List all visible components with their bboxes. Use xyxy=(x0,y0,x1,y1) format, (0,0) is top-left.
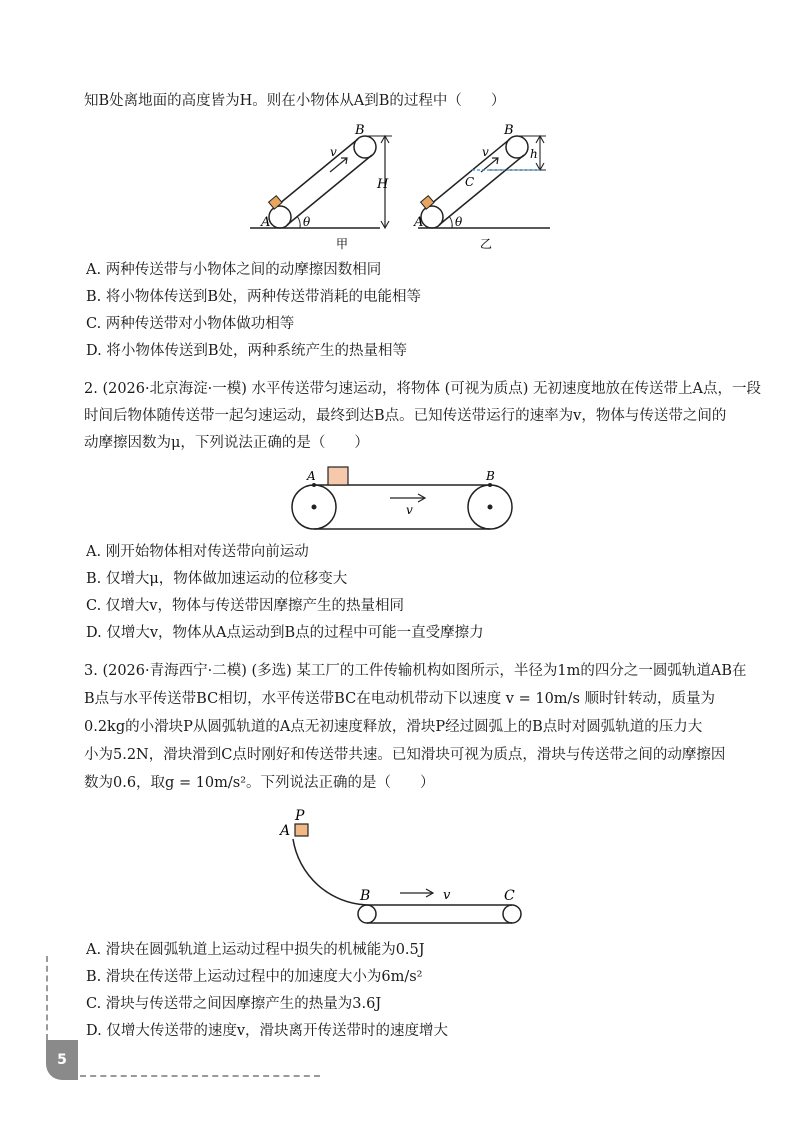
q3-stem-line-4: 小为5.2N，滑块滑到C点时刚好和传送带共速。已知滑块可视为质点，滑块与传送带之间的动摩擦因 xyxy=(84,747,726,763)
label-theta-left: θ xyxy=(303,215,311,229)
q1-block-left xyxy=(269,196,282,209)
q2-stem-line-1: 2. (2026·北京海淀·一模) 水平传送带匀速运动，将物体 (可视为质点) 无初速度地放在传送带上A点，一段 xyxy=(84,381,761,397)
page-footer-dashed-line xyxy=(80,1075,320,1077)
q3-stem-line-1: 3. (2026·青海西宁·二模) (多选) 某工厂的工件传输机构如图所示，半径为1m的四分之一圆弧轨道AB在 xyxy=(84,663,747,679)
q1-block-right xyxy=(421,196,434,209)
label-A-left: A xyxy=(261,215,271,230)
q1-option-a: A. 两种传送带与小物体之间的动摩擦因数相同 xyxy=(86,262,382,278)
q2-figure xyxy=(285,462,525,537)
q3-figure xyxy=(275,805,535,930)
point-B-dot xyxy=(488,483,492,487)
q1-stem-line: 知B处离地面的高度皆为H。则在小物体从A到B的过程中（ ） xyxy=(84,93,506,109)
page-number: 5 xyxy=(46,1040,78,1080)
q3-stem-line-2: B点与水平传送带BC相切，水平传送带BC在电动机带动下以速度 v = 10m/s 顺时针转动，质量为 xyxy=(84,691,715,707)
pulley-C xyxy=(503,905,521,923)
label-B: B xyxy=(486,469,495,483)
q2-stem-line-2: 时间后物体随传送带一起匀速运动，最终到达B点。已知传送带运行的速率为v，物体与传送带之间的 xyxy=(84,408,727,424)
q2-option-c: C. 仅增大v，物体与传送带因摩擦产生的热量相同 xyxy=(86,598,404,614)
label-v-right: v xyxy=(482,145,489,159)
caption-left: 甲 xyxy=(336,237,349,250)
caption-right: 乙 xyxy=(480,237,493,250)
q1-option-d: D. 将小物体传送到B处，两种系统产生的热量相等 xyxy=(86,343,407,359)
belt-top-right xyxy=(425,139,510,209)
q1-figure xyxy=(250,120,550,250)
q3-option-d: D. 仅增大传送带的速度v，滑块离开传送带时的速度增大 xyxy=(86,1023,449,1039)
q3-option-a: A. 滑块在圆弧轨道上运动过程中损失的机械能为0.5J xyxy=(86,942,425,958)
q1-figure-left xyxy=(250,136,392,228)
label-C: C xyxy=(465,175,475,189)
label-H: H xyxy=(377,177,389,192)
q2-option-b: B. 仅增大μ，物体做加速运动的位移变大 xyxy=(86,571,348,587)
q2-option-d: D. 仅增大v，物体从A点运动到B点的过程中可能一直受摩擦力 xyxy=(86,625,484,641)
belt-bottom-left xyxy=(287,155,372,225)
q3-option-c: C. 滑块与传送带之间因摩擦产生的热量为3.6J xyxy=(86,996,382,1012)
label-B-right: B xyxy=(504,123,514,138)
label-v-left: v xyxy=(330,145,337,159)
q2-option-a: A. 刚开始物体相对传送带向前运动 xyxy=(86,544,309,560)
q1-option-c: C. 两种传送带对小物体做功相等 xyxy=(86,316,295,332)
belt-top-left xyxy=(273,139,358,209)
pulley-right-axle xyxy=(488,505,493,510)
theta-arc-right xyxy=(449,216,452,228)
label-P: P xyxy=(295,808,305,824)
pulley-left-axle xyxy=(312,505,317,510)
label-theta-right: θ xyxy=(455,215,463,229)
page-margin-dashed-line xyxy=(46,956,48,1040)
q2-stem-line-3: 动摩擦因数为μ，下列说法正确的是（ ） xyxy=(84,435,369,451)
theta-arc-left xyxy=(297,216,300,228)
point-A-dot xyxy=(312,483,316,487)
belt-bottom-right xyxy=(439,155,524,225)
label-B-left: B xyxy=(355,123,365,138)
label-h: h xyxy=(530,147,538,161)
label-v: v xyxy=(443,888,451,903)
q2-block xyxy=(328,467,348,485)
label-B: B xyxy=(360,888,371,904)
label-A: A xyxy=(307,469,316,483)
slider-P xyxy=(295,824,308,836)
pulley-B xyxy=(358,905,376,923)
q3-stem-line-5: 数为0.6，取g = 10m/s²。下列说法正确的是（ ） xyxy=(84,775,435,791)
label-A: A xyxy=(280,823,291,839)
quarter-arc-track xyxy=(293,839,367,905)
label-A-right: A xyxy=(414,215,424,230)
q3-option-b: B. 滑块在传送带上运动过程中的加速度大小为6m/s² xyxy=(86,969,423,985)
q3-stem-line-3: 0.2kg的小滑块P从圆弧轨道的A点无初速度释放，滑块P经过圆弧上的B点时对圆弧轨道的压力大 xyxy=(84,719,703,735)
label-v: v xyxy=(406,503,413,517)
label-C: C xyxy=(504,888,515,904)
q1-option-b: B. 将小物体传送到B处，两种传送带消耗的电能相等 xyxy=(86,289,422,305)
